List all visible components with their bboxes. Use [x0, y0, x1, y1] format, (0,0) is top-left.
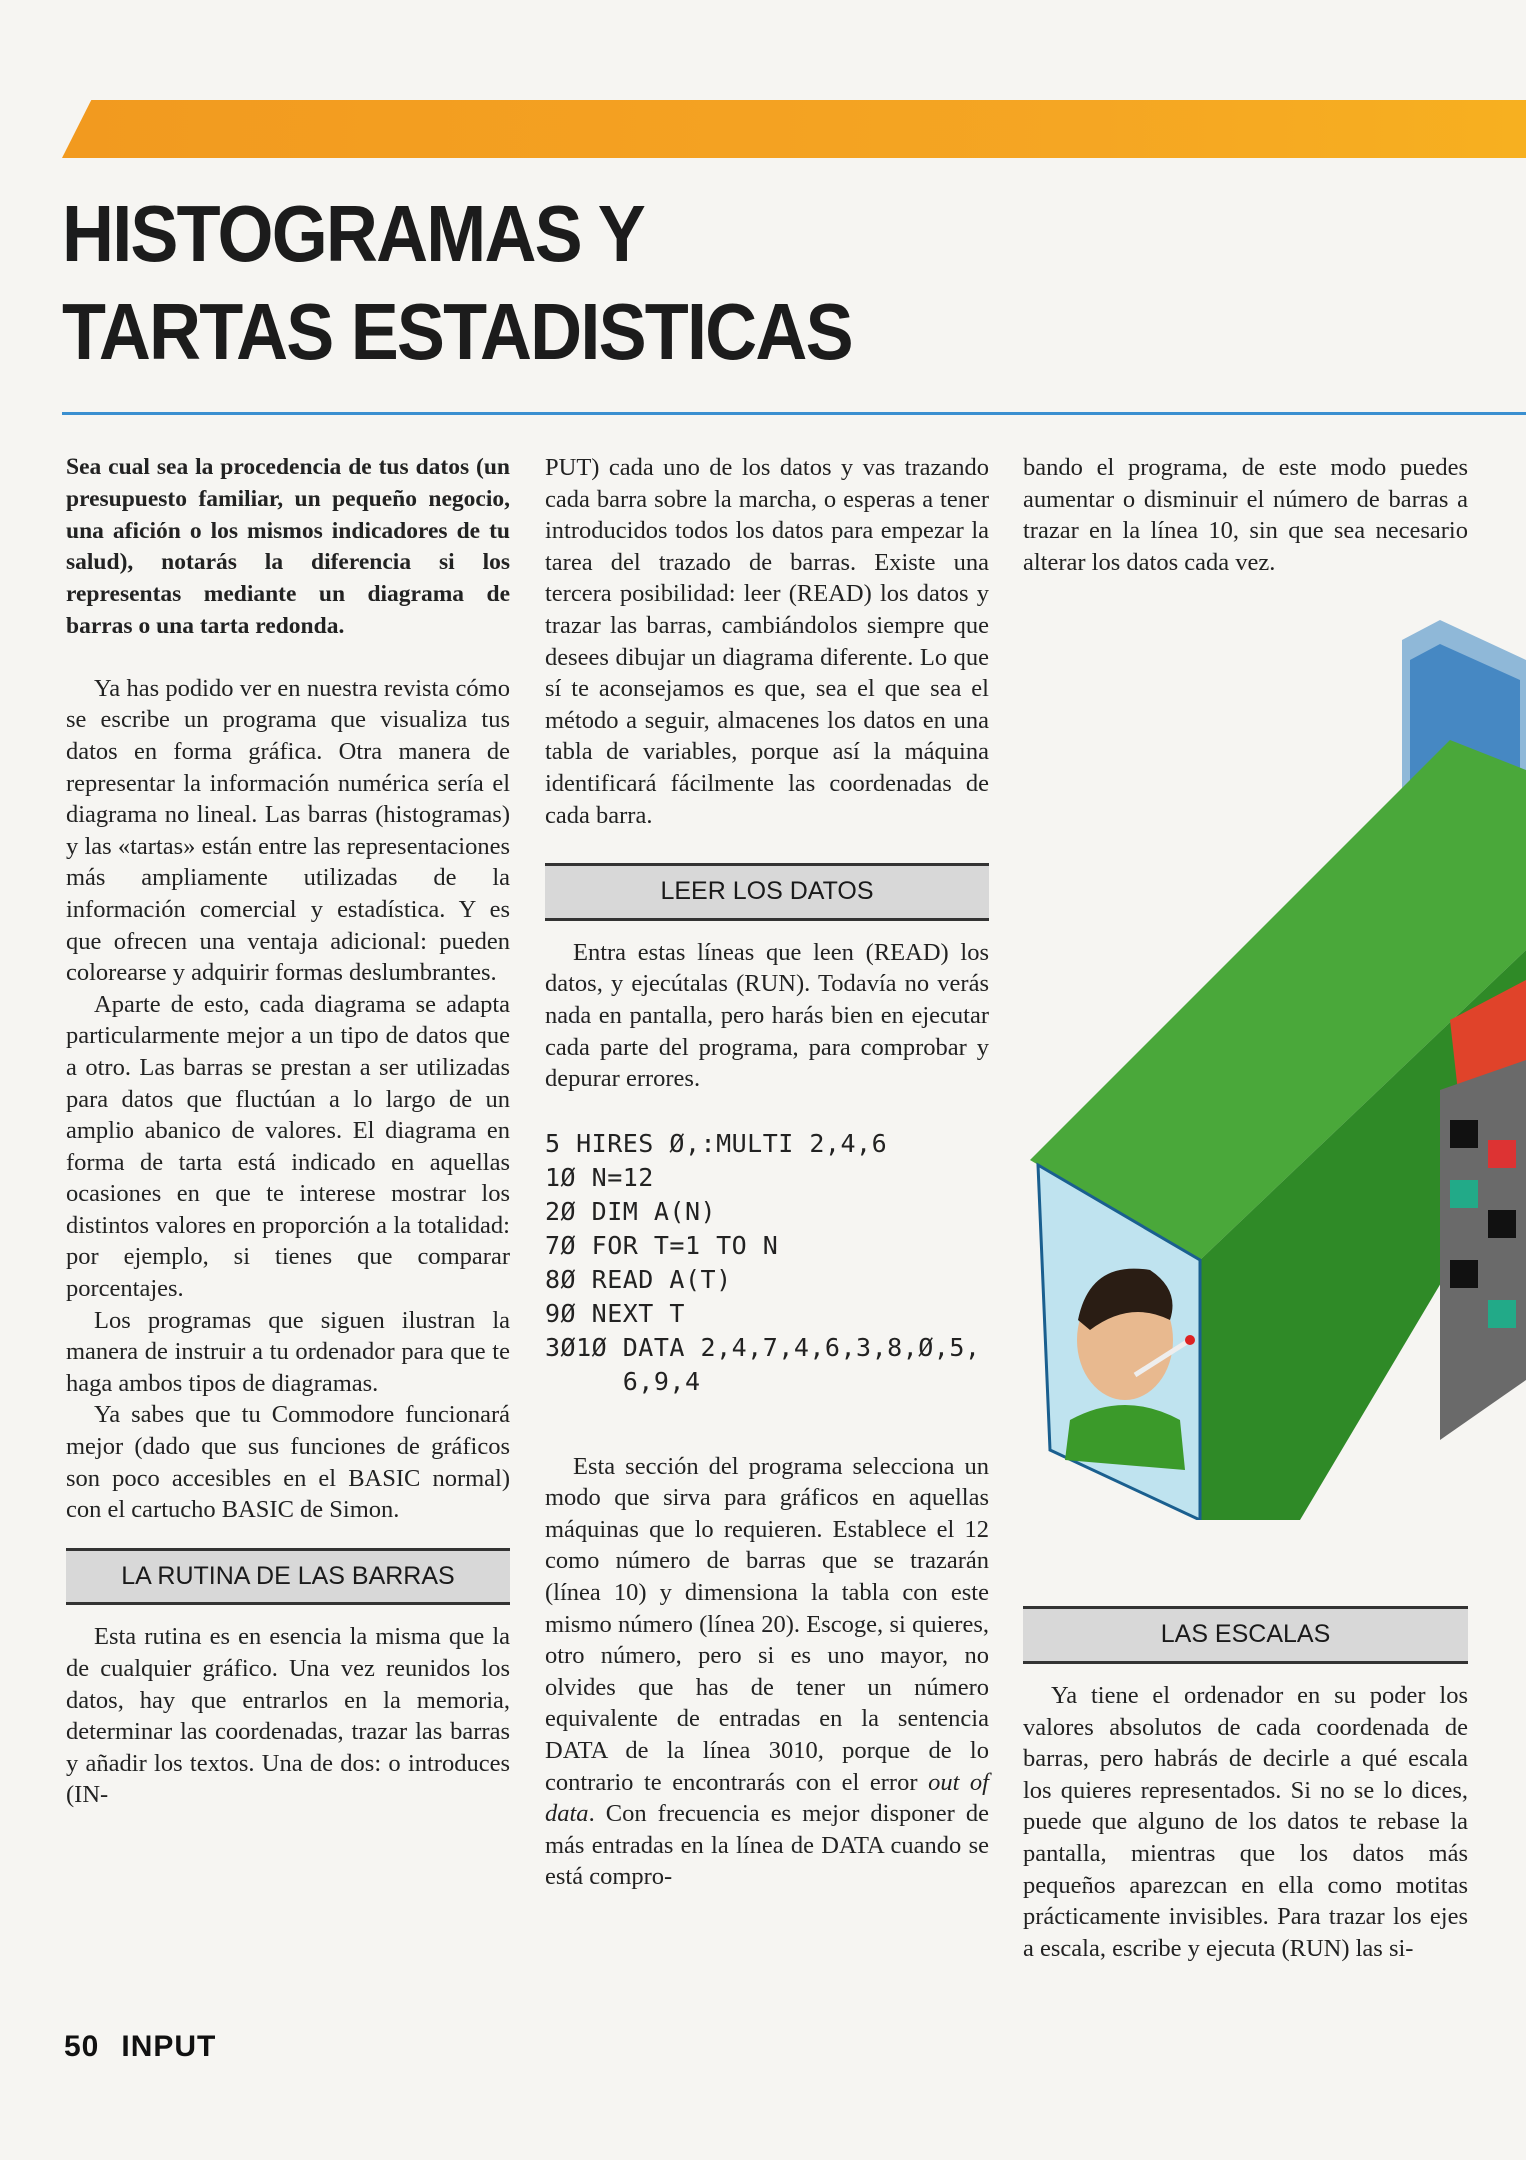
- checker-square: [1450, 1260, 1478, 1288]
- paragraph: Los programas que siguen ilustran la manera de instruir a tu ordenador para que te haga ambos tipos de diagramas.: [66, 1306, 510, 1397]
- shirt-shape: [1065, 1405, 1185, 1470]
- checker-square: [1488, 1210, 1516, 1238]
- code-line: 8Ø READ A(T): [545, 1264, 732, 1294]
- paragraph: Ya has podido ver en nuestra revista cómo se escribe un programa que visualiza tus datos en forma gráfica. Otra manera de representar la información numérica sería el diagrama no lineal. Las barras (histogramas) y las «tartas» están entre las representaciones más ampliamente utilizadas de la información comercial y estadística. Y es que ofrecen una ventaja adicional: pueden colorearse y adquirir formas deslumbrantes.: [66, 674, 510, 987]
- checker-square: [1488, 1300, 1516, 1328]
- paragraph: [545, 1451, 989, 1893]
- bar-chart-illustration: [1030, 620, 1526, 1520]
- text-run: . Con frecuencia es mejor disponer de más entradas en la línea de DATA cuando se está compro-: [545, 1800, 989, 1891]
- paragraph: bando el programa, de este modo puedes aumentar o disminuir el número de barras a trazar en la línea 10, sin que sea necesario alterar los datos cada vez.: [1023, 454, 1468, 576]
- paragraph: Entra estas líneas que leen (READ) los datos, y ejecútalas (RUN). Todavía no verás nada en pantalla, pero harás bien en ejecutar cada parte del programa, para comprobar y depurar errores.: [545, 938, 989, 1093]
- code-line: 3Ø1Ø DATA 2,4,7,4,6,3,8,Ø,5,: [545, 1332, 981, 1362]
- paragraph: PUT) cada uno de los datos y vas trazando cada barra sobre la marcha, o esperas a tener introducidos todos los datos para empezar la tarea del trazado de barras. Existe una tercera posibilidad: leer (READ) los datos y trazar las barras, cambiándolos siempre que desees dibujar un diagrama diferente. Lo que sí te aconsejamos es que, sea el que sea el método a seguir, almacenes los datos en una tabla de variables, porque así la máquina identificará fácilmente las coordenadas de cada barra.: [545, 454, 989, 829]
- code-line: 2Ø DIM A(N): [545, 1196, 717, 1226]
- checker-square: [1488, 1140, 1516, 1168]
- error-term: out of data: [545, 1768, 989, 1828]
- checker-square: [1450, 1180, 1478, 1208]
- code-line: 1Ø N=12: [545, 1162, 654, 1192]
- page-title: [62, 185, 852, 381]
- code-line: 9Ø NEXT T: [545, 1298, 685, 1328]
- page-number: 50: [64, 2030, 100, 2063]
- paragraph: Esta rutina es en esencia la misma que la de cualquier gráfico. Una vez reunidos los datos, hay que entrarlos en la memoria, determinar las coordenadas, trazar las barras y añadir los textos. Una de dos: o introduces (IN-: [66, 1623, 510, 1809]
- title-line-2: TARTAS ESTADISTICAS: [62, 287, 852, 376]
- checker-square: [1450, 1120, 1478, 1148]
- page-footer: [64, 2030, 216, 2064]
- column-1: [66, 452, 510, 1811]
- lead-paragraph: Sea cual sea la procedencia de tus datos (un presupuesto familiar, un pequeño negocio, una afición o los mismos indicadores de tu salud), notarás la diferencia si los representas mediante un diagrama de barras o una tarta redonda.: [66, 454, 510, 639]
- section-heading-escalas: LAS ESCALAS: [1023, 1606, 1468, 1664]
- code-line: 5 HIRES Ø,:MULTI 2,4,6: [545, 1128, 888, 1158]
- paragraph: Aparte de esto, cada diagrama se adapta particularmente mejor a un tipo de datos que a otro. Las barras se prestan a ser utilizadas para datos que fluctúan a lo largo de un amplio abanico de valores. El diagrama en forma de tarta está indicado en aquellas ocasiones en que te interese mostrar los distintos valores en proporción a la totalidad: por ejemplo, si tienes que comparar porcentajes.: [66, 990, 510, 1303]
- checkerboard-shape: [1440, 1060, 1526, 1440]
- text-run: Esta sección del programa selecciona un modo que sirva para gráficos en aquellas máquinas que lo requieren. Establece el 12 como número de barras que se trazarán (línea 10) y dimensiona la tabla con este mismo número (línea 20). Escoge, si quieres, otro número, pero si es uno mayor, no olvides que has de tener un número equivalente de entradas en la sentencia DATA de la línea 3010, porque de lo contrario te encontrarás con el error: [545, 1452, 989, 1796]
- paragraph: Ya sabes que tu Commodore funcionará mejor (dado que sus funciones de gráficos son poco accesibles en el BASIC normal) con el cartucho BASIC de Simon.: [66, 1401, 510, 1524]
- section-heading-leer: LEER LOS DATOS: [545, 863, 989, 921]
- title-line-1: HISTOGRAMAS Y: [62, 189, 645, 278]
- section-heading-rutina: LA RUTINA DE LAS BARRAS: [66, 1548, 510, 1606]
- code-line: 7Ø FOR T=1 TO N: [545, 1230, 779, 1260]
- orange-header-bar: [62, 100, 1526, 158]
- title-divider: [62, 412, 1526, 415]
- column-2: [545, 452, 989, 1893]
- magazine-name: INPUT: [121, 2030, 217, 2063]
- thermometer-bulb-icon: [1185, 1335, 1195, 1345]
- code-listing: [545, 1127, 989, 1399]
- code-line: 6,9,4: [545, 1366, 701, 1396]
- paragraph: Ya tiene el ordenador en su poder los valores absolutos de cada coordenada de barras, pero habrás de decirle a qué escala los quieres representados. Si no se lo dices, puede que alguno de los datos te rebase la pantalla, mientras que los datos más pequeños aparezcan en ella como motitas prácticamente invisibles. Para trazar los ejes a escala, escribe y ejecuta (RUN) las si-: [1023, 1681, 1468, 1962]
